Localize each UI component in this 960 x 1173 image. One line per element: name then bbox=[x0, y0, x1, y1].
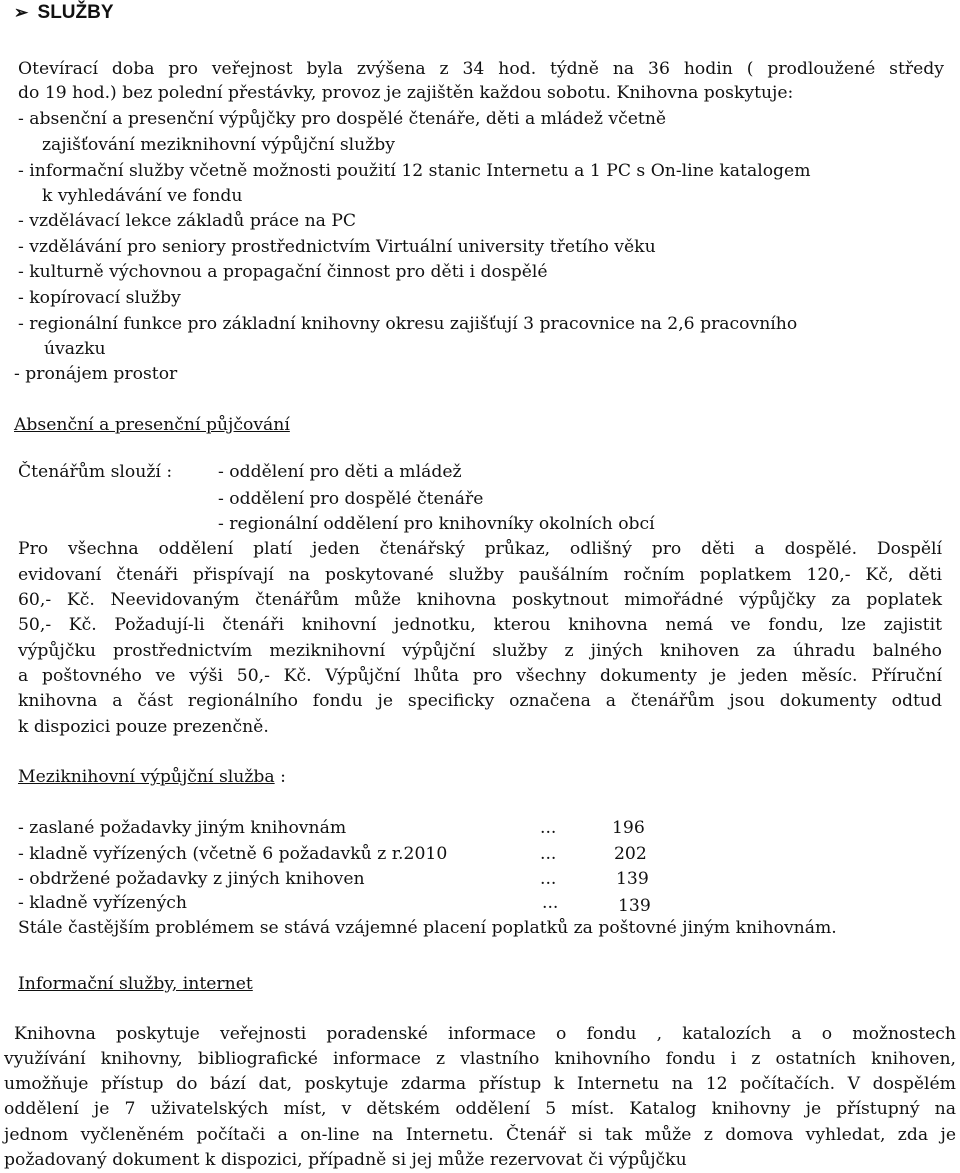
section-heading bbox=[14, 2, 114, 24]
information-paragraph-line: využívání knihovny, bibliografické informace z vlastního knihovního fondu i z ostatních knihoven, bbox=[4, 1049, 956, 1069]
stat-dots: ... bbox=[542, 893, 559, 913]
information-paragraph-line: požadovaný dokument k dispozici, případně si jej může rezervovat či výpůjčku bbox=[4, 1150, 687, 1170]
interlibrary-note: Stále častějším problémem se stává vzájemné placení poplatků za poštovné jiným knihovnám. bbox=[18, 918, 837, 938]
intro-line: do 19 hod.) bez polední přestávky, provoz je zajištěn každou sobotu. Knihovna poskytuje: bbox=[18, 83, 794, 103]
information-title: Informační služby, internet bbox=[18, 974, 253, 994]
information-paragraph-line: Knihovna poskytuje veřejnosti poradenské informace o fondu , katalozích a o možnostech bbox=[14, 1024, 956, 1044]
stat-label: - zaslané požadavky jiným knihovnám bbox=[18, 818, 347, 838]
service-item: - vzdělávání pro seniory prostřednictvím Virtuální university třetího věku bbox=[18, 237, 656, 257]
service-item: - pronájem prostor bbox=[14, 364, 178, 384]
department-item: - oddělení pro dospělé čtenáře bbox=[218, 489, 484, 509]
stat-label: - obdržené požadavky z jiných knihoven bbox=[18, 869, 365, 889]
stat-dots: ... bbox=[540, 869, 557, 889]
serves-label: Čtenářům slouží : bbox=[18, 462, 173, 482]
service-item: - absenční a presenční výpůjčky pro dospělé čtenáře, děti a mládež včetně bbox=[18, 109, 667, 129]
lending-paragraph-line: evidovaní čtenáři přispívají na poskytované služby paušálním ročním poplatkem 120,- Kč, děti bbox=[18, 565, 942, 585]
arrow-bullet-icon: ➢ bbox=[14, 3, 29, 22]
lending-paragraph-line: 50,- Kč. Požadují-li čtenáři knihovní jednotku, kterou knihovna nemá ve fondu, lze zajistit bbox=[18, 615, 942, 635]
information-paragraph-line: umožňuje přístup do bází dat, poskytuje zdarma přístup k Internetu na 12 počítačích. V dospělém bbox=[4, 1074, 956, 1094]
lending-paragraph-line: Pro všechna oddělení platí jeden čtenářský průkaz, odlišný pro děti a dospělé. Dospělí bbox=[18, 539, 942, 559]
service-item: - regionální funkce pro základní knihovny okresu zajišťují 3 pracovnice na 2,6 pracovního bbox=[18, 314, 798, 334]
service-item-continuation: k vyhledávání ve fondu bbox=[42, 186, 243, 206]
lending-paragraph-line: 60,- Kč. Neevidovaným čtenářům může knihovna poskytnout mimořádné výpůjčky za poplatek bbox=[18, 590, 942, 610]
lending-paragraph-line: výpůjčku prostřednictvím meziknihovní výpůjční služby z jiných knihoven za úhradu balného bbox=[18, 641, 942, 661]
lending-paragraph-line: a poštovného ve výši 50,- Kč. Výpůjční lhůta pro všechny dokumenty je jeden měsíc. Příruční bbox=[18, 666, 942, 686]
section-title: SLUŽBY bbox=[37, 2, 114, 23]
lending-paragraph-line: knihovna a část regionálního fondu je specificky označena a čtenářům jsou dokumenty odtud bbox=[18, 691, 942, 711]
stat-value: 139 bbox=[618, 896, 651, 916]
stat-value: 202 bbox=[614, 844, 647, 864]
service-item-continuation: zajišťování meziknihovní výpůjční služby bbox=[42, 135, 395, 155]
service-item: - informační služby včetně možnosti použití 12 stanic Internetu a 1 PC s On-line katalogem bbox=[18, 161, 811, 181]
stat-dots: ... bbox=[540, 818, 557, 838]
service-item-continuation: úvazku bbox=[44, 339, 106, 359]
information-paragraph-line: oddělení je 7 uživatelských míst, v dětském oddělení 5 míst. Katalog knihovny je přístupný na bbox=[4, 1099, 956, 1119]
stat-label: - kladně vyřízených bbox=[18, 893, 187, 913]
interlibrary-title: Meziknihovní výpůjční služba bbox=[18, 767, 275, 787]
service-item: - vzdělávací lekce základů práce na PC bbox=[18, 211, 357, 231]
service-item: - kopírovací služby bbox=[18, 288, 181, 308]
lending-title: Absenční a presenční půjčování bbox=[14, 415, 290, 435]
stat-value: 196 bbox=[612, 818, 645, 838]
lending-paragraph-line: k dispozici pouze prezenčně. bbox=[18, 717, 269, 737]
intro-line: Otevírací doba pro veřejnost byla zvýšena z 34 hod. týdně na 36 hodin ( prodloužené středy bbox=[18, 59, 944, 79]
department-item: - oddělení pro děti a mládež bbox=[218, 462, 462, 482]
stat-dots: ... bbox=[540, 844, 557, 864]
information-paragraph-line: jednom vyčleněném počítači a on-line na Internetu. Čtenář si tak může z domova vyhledat, zda je bbox=[4, 1125, 956, 1145]
interlibrary-title-suffix: : bbox=[274, 767, 286, 787]
stat-label: - kladně vyřízených (včetně 6 požadavků z r.2010 bbox=[18, 844, 448, 864]
department-item: - regionální oddělení pro knihovníky okolních obcí bbox=[218, 514, 655, 534]
interlibrary-heading bbox=[18, 766, 286, 788]
service-item: - kulturně výchovnou a propagační činnost pro děti i dospělé bbox=[18, 262, 548, 282]
stat-value: 139 bbox=[616, 869, 649, 889]
